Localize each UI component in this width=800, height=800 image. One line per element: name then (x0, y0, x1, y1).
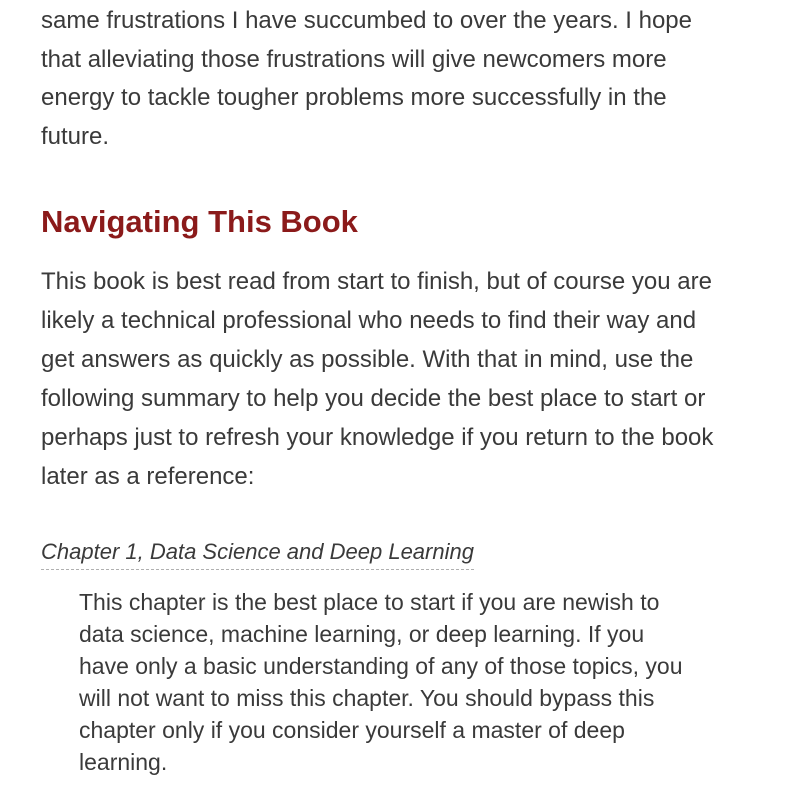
text-line: will not want to miss this chapter. You should bypass this (79, 685, 655, 711)
text-line: data science, machine learning, or deep learning. If you (79, 621, 645, 647)
text-line: future. (41, 122, 110, 150)
text-line: have only a basic understanding of any of those topics, you (79, 653, 683, 679)
text-line: energy to tackle tougher problems more successfully in the (41, 84, 667, 111)
text-line: get answers as quickly as possible. With that in mind, use the (41, 346, 694, 373)
chapter-1-link[interactable]: Chapter 1, Data Science and Deep Learning (41, 538, 474, 570)
text-line: following summary to help you decide the best place to start or (41, 385, 706, 412)
text-line: that alleviating those frustrations will give newcomers more (41, 45, 667, 73)
text-line: likely a technical professional who needs to find their way and (41, 307, 697, 334)
text-line: same frustrations I have succumbed to over the years. I hope (41, 7, 692, 34)
text-line: This chapter is the best place to start if you are newish to (79, 589, 660, 615)
text-line: This book is best read from start to finish, but of course you are (41, 268, 712, 295)
section-heading: Navigating This Book (41, 204, 358, 239)
text-line: later as a reference: (41, 463, 255, 490)
chapter-1-description (79, 586, 683, 778)
navigation-paragraph (41, 262, 713, 496)
chapter-1-entry (41, 538, 474, 570)
intro-paragraph-tail (41, 2, 692, 156)
text-line: learning. (79, 749, 168, 775)
text-line: perhaps just to refresh your knowledge if you return to the book (41, 424, 714, 451)
text-line: chapter only if you consider yourself a master of deep (79, 717, 625, 743)
